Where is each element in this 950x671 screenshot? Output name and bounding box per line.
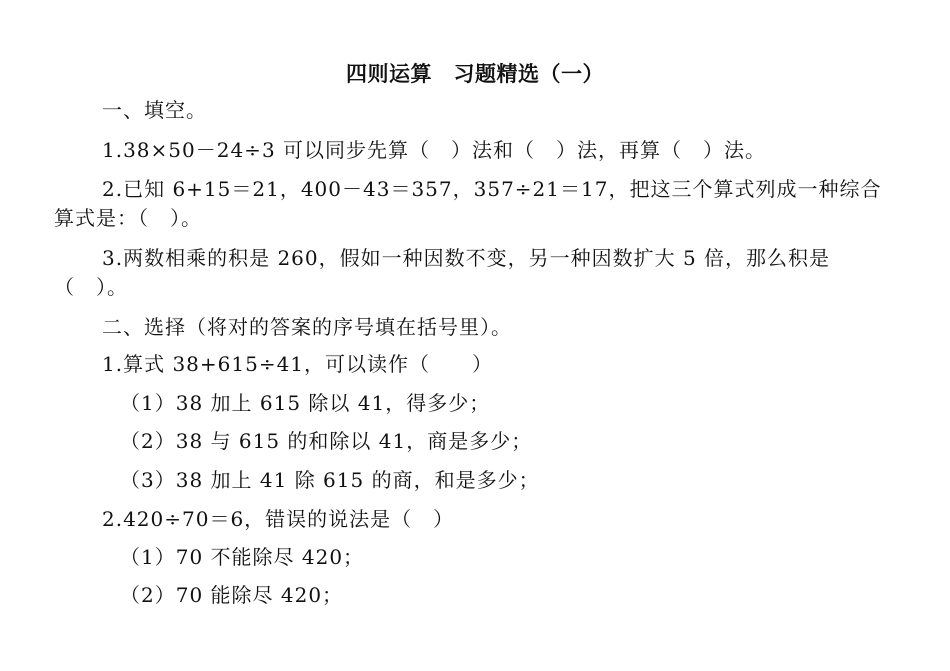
question-2-1-option-3: （3）38 加上 41 除 615 的商，和是多少；: [120, 468, 540, 492]
question-2-1-option-1: （1）38 加上 615 除以 41，得多少；: [120, 391, 491, 415]
section-heading-choice: 二、选择（将对的答案的序号填在括号里）。: [102, 315, 512, 339]
question-1-1: 1.38×50－24÷3 可以同步先算（ ）法和（ ）法，再算（ ）法。: [102, 138, 767, 162]
question-2-1: 1.算式 38+615÷41，可以读作（ ）: [102, 352, 494, 376]
question-1-2-line2: 算式是：（ ）。: [54, 206, 202, 230]
question-1-2-line1: 2.已知 6+15＝21，400－43＝357，357÷21＝17，把这三个算式列成一种综合: [102, 177, 882, 201]
question-2-2-option-2: （2）70 能除尽 420；: [120, 583, 344, 607]
question-1-3-line1: 3.两数相乘的积是 260，假如一种因数不变，另一种因数扩大 5 倍，那么积是: [102, 246, 831, 270]
question-1-3-line2: （ ）。: [54, 275, 128, 299]
section-heading-fill-in: 一、填空。: [102, 98, 207, 122]
question-2-2-option-1: （1）70 不能除尽 420；: [120, 545, 365, 569]
question-2-1-option-2: （2）38 与 615 的和除以 41，商是多少；: [120, 429, 533, 453]
question-2-2: 2.420÷70＝6，错误的说法是（ ）: [102, 507, 455, 531]
page-title: 四则运算 习题精选（一）: [346, 62, 604, 86]
